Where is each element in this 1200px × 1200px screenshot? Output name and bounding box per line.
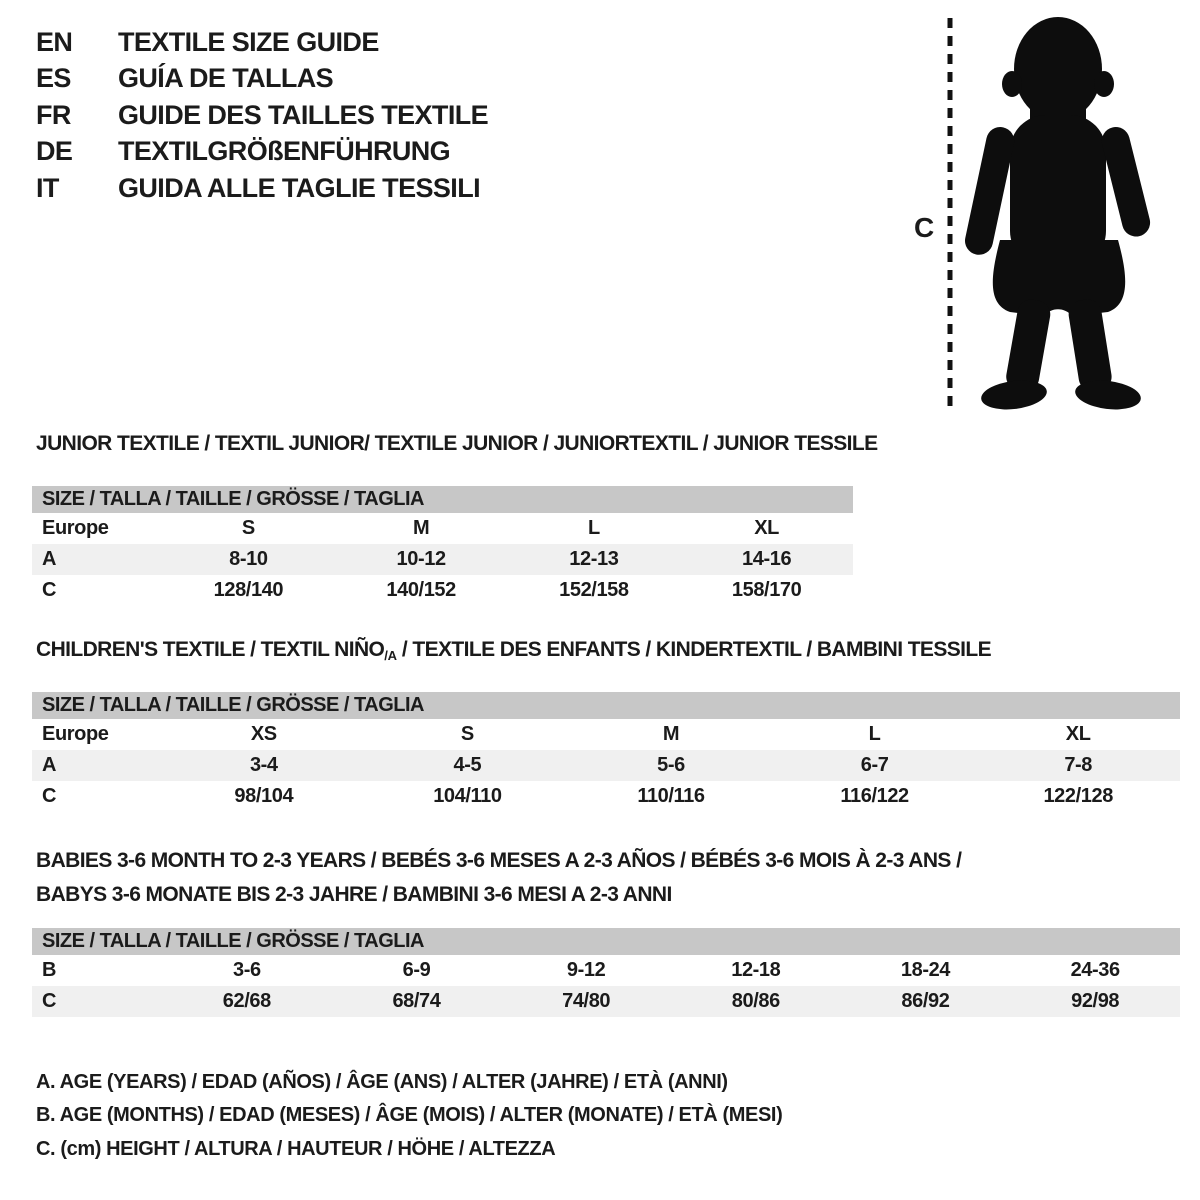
- guide-title: TEXTILE SIZE GUIDE: [118, 27, 379, 57]
- legend-line-age-years: A. AGE (YEARS) / EDAD (AÑOS) / ÂGE (ANS) / ALTER (JAHRE) / ETÀ (ANNI): [36, 1071, 728, 1093]
- language-row: [36, 60, 488, 96]
- children-title-post: / TEXTILE DES ENFANTS / KINDERTEXTIL / BAMBINI TESSILE: [396, 638, 992, 661]
- table-row: [32, 544, 853, 575]
- row-label-cell: Europe: [42, 517, 109, 539]
- value-cell: L: [587, 517, 600, 539]
- value-cell: 18-24: [900, 959, 951, 981]
- row-label-cell: B: [42, 959, 57, 981]
- guide-title: GUIDA ALLE TAGLIE TESSILI: [118, 172, 480, 203]
- measure-legend: [36, 1066, 782, 1166]
- children-size-header-bar: SIZE / TALLA / TAILLE / GRÖSSE / TAGLIA: [32, 692, 1180, 719]
- language-code: FR: [36, 99, 71, 130]
- language-row: [36, 133, 488, 169]
- guide-title: TEXTILGRÖßENFÜHRUNG: [118, 136, 451, 167]
- value-cell: 86/92: [901, 990, 950, 1012]
- legend-line-age-months: B. AGE (MONTHS) / EDAD (MESES) / ÂGE (MOIS) / ALTER (MONATE) / ETÀ (MESI): [36, 1104, 783, 1127]
- value-cell: 128/140: [213, 579, 284, 601]
- value-cell: XS: [250, 723, 277, 745]
- value-cell: 3-6: [232, 959, 261, 981]
- babies-section-title: [36, 844, 961, 912]
- value-cell: 14-16: [742, 548, 792, 570]
- value-cell: 110/116: [637, 785, 705, 807]
- value-cell: 6-9: [402, 959, 431, 981]
- babies-title-line2: BABYS 3-6 MONATE BIS 2-3 JAHRE / BAMBINI 3-6 MESI A 2-3 ANNI: [36, 883, 672, 906]
- value-cell: 24-36: [1070, 959, 1120, 981]
- row-label-cell: A: [42, 548, 57, 570]
- value-cell: 158/170: [731, 579, 802, 601]
- value-cell: 10-12: [396, 548, 446, 570]
- value-cell: 8-10: [229, 548, 268, 570]
- row-label-cell: Europe: [42, 723, 109, 745]
- value-cell: 152/158: [559, 579, 629, 601]
- table-row: [32, 513, 853, 544]
- value-cell: 7-8: [1064, 754, 1093, 776]
- value-cell: 140/152: [386, 579, 456, 601]
- language-code: DE: [36, 136, 73, 167]
- junior-size-table: [32, 513, 853, 606]
- value-cell: 12-18: [731, 959, 781, 981]
- language-row: [36, 170, 488, 206]
- value-cell: 9-12: [566, 959, 606, 981]
- value-cell: 104/110: [433, 785, 502, 807]
- language-title-list: [36, 24, 488, 206]
- value-cell: 5-6: [657, 754, 685, 776]
- language-row: [36, 24, 488, 60]
- language-row: [36, 97, 488, 133]
- legend-line-height-cm: C. (cm) HEIGHT / ALTURA / HAUTEUR / HÖHE / ALTEZZA: [36, 1137, 556, 1160]
- value-cell: S: [460, 723, 474, 745]
- babies-size-table: [32, 955, 1180, 1017]
- value-cell: M: [412, 517, 430, 539]
- value-cell: 98/104: [234, 785, 294, 807]
- value-cell: 80/86: [731, 990, 780, 1012]
- value-cell: 122/128: [1043, 785, 1113, 807]
- value-cell: XL: [754, 517, 779, 539]
- language-code: IT: [36, 172, 59, 203]
- table-row: [32, 986, 1180, 1017]
- row-label-cell: C: [42, 990, 57, 1012]
- junior-size-header-bar: SIZE / TALLA / TAILLE / GRÖSSE / TAGLIA: [32, 486, 853, 513]
- children-size-table: [32, 719, 1180, 812]
- value-cell: L: [868, 723, 881, 745]
- children-title-sub: /A: [384, 648, 397, 663]
- value-cell: 4-5: [453, 754, 482, 776]
- value-cell: 68/74: [392, 990, 441, 1012]
- row-label-cell: A: [42, 754, 57, 776]
- table-row: [32, 955, 1180, 986]
- value-cell: S: [241, 517, 255, 539]
- value-cell: 62/68: [222, 990, 271, 1012]
- row-label-cell: C: [42, 785, 57, 807]
- table-row: [32, 719, 1180, 750]
- guide-title: GUÍA DE TALLAS: [118, 63, 334, 94]
- babies-size-header-bar: SIZE / TALLA / TAILLE / GRÖSSE / TAGLIA: [32, 928, 1180, 955]
- table-row: [32, 781, 1180, 812]
- toddler-silhouette: [962, 17, 1153, 413]
- value-cell: XL: [1065, 723, 1091, 745]
- value-cell: 116/122: [840, 785, 909, 807]
- children-section-title: [36, 638, 991, 663]
- language-code: EN: [36, 27, 73, 57]
- language-code: ES: [36, 63, 71, 94]
- babies-title-line1: BABIES 3-6 MONTH TO 2-3 YEARS / BEBÉS 3-6 MESES A 2-3 AÑOS / BÉBÉS 3-6 MOIS À 2-3 ANS /: [36, 849, 962, 872]
- height-measure-label: C: [914, 212, 934, 243]
- table-row: [32, 750, 1180, 781]
- baby-silhouette-figure: [898, 10, 1160, 422]
- value-cell: 92/98: [1071, 990, 1120, 1012]
- table-row: [32, 575, 853, 606]
- junior-section-title: JUNIOR TEXTILE / TEXTIL JUNIOR/ TEXTILE JUNIOR / JUNIORTEXTIL / JUNIOR TESSILE: [36, 432, 878, 455]
- value-cell: 74/80: [562, 990, 611, 1012]
- children-title-pre: CHILDREN'S TEXTILE / TEXTIL NIÑO: [36, 638, 385, 661]
- row-label-cell: C: [42, 579, 57, 601]
- guide-title: GUIDE DES TAILLES TEXTILE: [118, 99, 489, 130]
- value-cell: 6-7: [860, 754, 889, 776]
- value-cell: 12-13: [569, 548, 619, 570]
- value-cell: 3-4: [249, 754, 278, 776]
- value-cell: M: [662, 723, 680, 745]
